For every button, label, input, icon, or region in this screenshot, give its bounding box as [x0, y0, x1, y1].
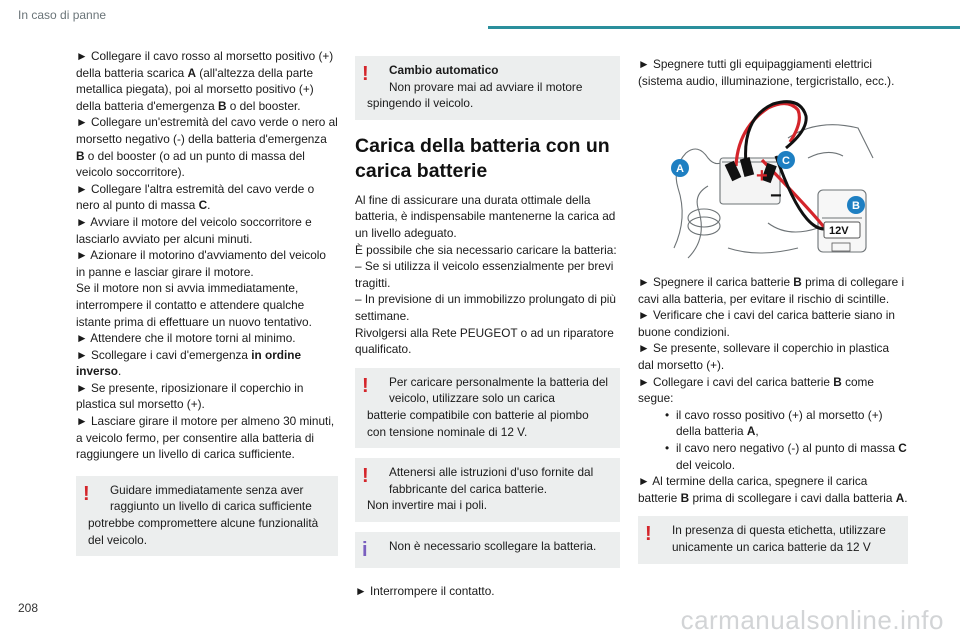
svg-text:C: C: [782, 155, 790, 167]
case-short-trips: – Se si utilizza il veicolo essenzialmente per brevi tragitti.: [355, 259, 614, 290]
warning-exclamation-icon: !: [645, 523, 652, 546]
charger-voltage-label: 12V: [829, 225, 849, 237]
step-switch-off-equipment: ► Spegnere tutti gli equipaggiamenti elettrici (sistema audio, illuminazione, tergicristallo, ecc.).: [638, 57, 895, 88]
warning-note-charger: ! Per caricare personalmente la batteria del veicolo, utilizzare solo un carica batterie compatibile con batterie al piombo con tensione nominale di 12 V.: [355, 368, 620, 448]
step-lift-cover: ► Se presente, sollevare il coperchio in plastica dal morsetto (+).: [638, 341, 890, 372]
step-start-broken: ► Azionare il motorino d'avviamento del veicolo in panne e lasciar girare il motore.: [76, 248, 326, 279]
retry-text: Se il motore non si avvia immediatamente, interrompere il contatto e attendere qualche istante prima di effettuare un nuovo tentativo.: [76, 281, 312, 329]
step-connect-charger: ► Collegare i cavi del carica batterie B come segue:: [638, 374, 874, 406]
step-check-cables: ► Verificare che i cavi del carica batterie siano in buone condizioni.: [638, 308, 895, 339]
column-right: [638, 56, 908, 89]
label-a-badge: [671, 159, 689, 177]
step-idle: ► Attendere che il motore torni al minimo.: [76, 331, 296, 346]
step-end-charge: ► Al termine della carica, spegnere il carica batterie B prima di scollegare i cavi dalla batteria A.: [638, 474, 908, 505]
warning-note-automatic: ! Cambio automatico Non provare mai ad avviare il motore spingendo il veicolo.: [355, 56, 620, 120]
step-cover: ► Se presente, riposizionare il coperchio in plastica sul morsetto (+).: [76, 380, 304, 412]
step-disconnect: ► Scollegare i cavi d'emergenza in ordine inverso.: [76, 347, 302, 379]
column-left: [76, 48, 338, 556]
charge-need-text: È possibile che sia necessario caricare la batteria:: [355, 242, 617, 257]
column-middle: [355, 56, 620, 600]
label-c-badge: [777, 151, 795, 169]
page-number: 208: [18, 601, 39, 615]
svg-text:B: B: [852, 200, 860, 212]
svg-text:A: A: [676, 163, 684, 175]
column-right-lower: [638, 274, 908, 564]
intro-text: Al fine di assicurare una durata ottimale della batteria, è indispensabile mantenerne la carica ad un livello adeguato.: [355, 192, 616, 240]
step-switch-off-charger: ► Spegnere il carica batterie B prima di collegare i cavi alla batteria, per evitare il rischio di scintille.: [638, 275, 905, 306]
warning-note-12v: ! In presenza di questa etichetta, utilizzare unicamente un carica batterie da 12 V: [638, 516, 908, 563]
section-heading: Carica della batteria con un carica batterie: [355, 134, 610, 182]
warning-exclamation-icon: !: [362, 374, 369, 397]
minus-symbol: −: [770, 185, 782, 207]
step-connect-ground: ► Collegare l'altra estremità del cavo verde o nero al punto di massa C.: [76, 181, 315, 213]
step-connect-red: ► Collegare il cavo rosso al morsetto positivo (+) della batteria scarica A (all'altezza della parte metallica piegata), poi al morsetto positivo (+) della batteria d'emergenza B o del booster.: [76, 49, 334, 113]
step-connect-black: ► Collegare un'estremità del cavo verde o nero al morsetto negativo (-) della batteria d'emergenza B o del booster (o ad un punto di massa del veicolo soccorritore).: [76, 115, 338, 180]
dealer-text: Rivolgersi alla Rete PEUGEOT o ad un riparatore qualificato.: [355, 325, 614, 357]
bullet-red-cable: • il cavo rosso positivo (+) al morsetto (+) della batteria A,: [638, 407, 908, 440]
step-run-engine: ► Lasciare girare il motore per almeno 30 minuti, a veicolo fermo, per consentire alla batteria di raggiungere un livello di carica sufficiente.: [76, 414, 335, 462]
header-accent-bar: [488, 26, 960, 29]
warning-note-instructions: ! Attenersi alle istruzioni d'uso fornite dal fabbricante del carica batterie. Non invertire mai i poli.: [355, 458, 620, 522]
warning-exclamation-icon: !: [362, 63, 369, 85]
step-ignition-off: ► Interrompere il contatto.: [355, 584, 495, 599]
battery-charger-illustration: [668, 98, 878, 268]
bullet-black-cable: • il cavo nero negativo (-) al punto di massa C del veicolo.: [638, 440, 908, 473]
plus-symbol: +: [756, 165, 768, 187]
watermark: carmanualsonline.info: [680, 605, 944, 635]
case-immobilization: – In previsione di un immobilizzo prolungato di più settimane.: [355, 292, 616, 323]
step-start-rescue: ► Avviare il motore del veicolo soccorritore e lasciarlo avviato per alcuni minuti.: [76, 214, 312, 246]
warning-exclamation-icon: !: [362, 465, 369, 488]
info-note-battery: i Non è necessario scollegare la batteria.: [355, 532, 620, 569]
section-header: In caso di panne: [18, 8, 107, 22]
label-b-badge: [847, 196, 865, 214]
warning-exclamation-icon: !: [83, 482, 90, 505]
warning-note-drive: ! Guidare immediatamente senza aver raggiunto un livello di carica sufficiente potrebbe compromettere alcune funzionalità del veicolo.: [76, 476, 338, 556]
info-icon: i: [362, 538, 368, 561]
